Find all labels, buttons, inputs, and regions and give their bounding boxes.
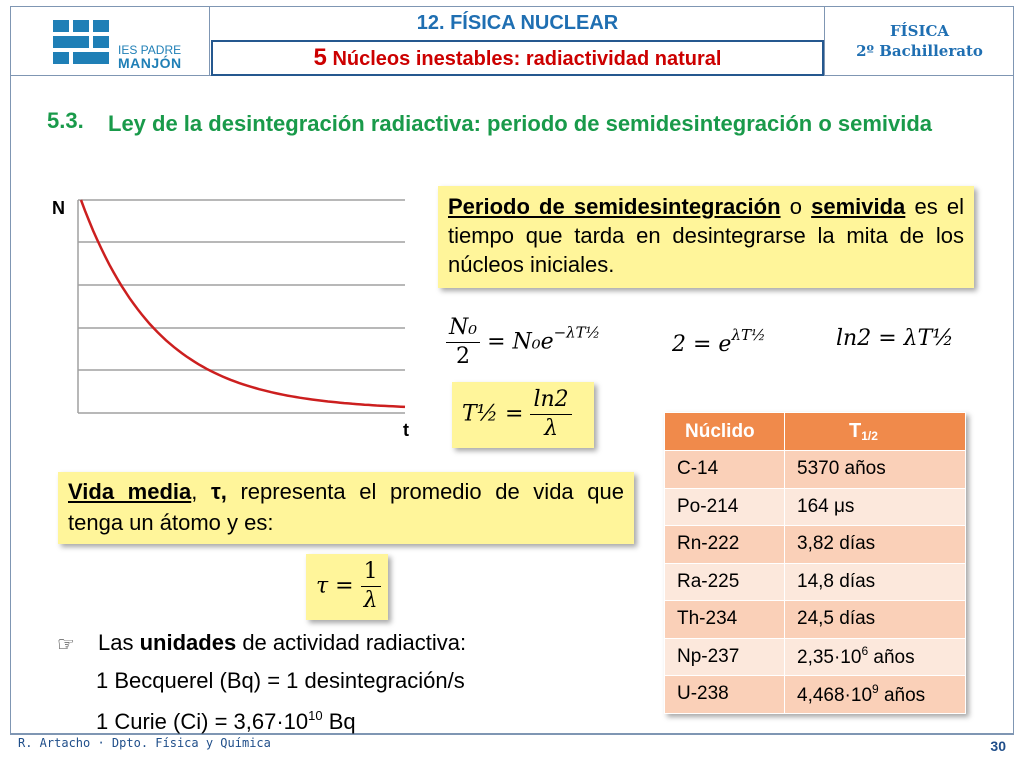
half-life-value: 2,35·10 — [797, 647, 862, 669]
half-life-value: 4,468·10 — [797, 684, 873, 706]
nuclide-cell: Np-237 — [665, 638, 785, 676]
formula-half-life — [462, 386, 572, 443]
nuclide-cell: Rn-222 — [665, 526, 785, 564]
curie-pre: 1 Curie (Ci) = 3,67·10 — [96, 709, 309, 734]
decay-graph-svg — [45, 192, 425, 442]
units-intro — [98, 630, 466, 656]
half-life-value: 14,8 días — [797, 570, 876, 592]
footer-author: R. Artacho · Dpto. Física y Química — [18, 736, 271, 750]
definition-term1: Periodo de semidesintegración — [448, 194, 781, 219]
table-row — [665, 526, 966, 564]
half-life-value: 24,5 días — [797, 608, 876, 630]
formula-mean-life — [316, 558, 381, 615]
mean-life-formula-box — [306, 554, 388, 620]
half-life-cell — [785, 563, 966, 601]
half-life-cell — [785, 676, 966, 714]
half-life-cell — [785, 638, 966, 676]
formula-exp — [672, 326, 766, 357]
table-header-half-life — [785, 413, 966, 451]
half-life-exponent: 6 — [861, 644, 869, 659]
formula-lhs: T½ = — [462, 401, 524, 427]
mean-life-term: Vida media — [68, 479, 192, 504]
table-header-nuclide: Núclido — [665, 413, 785, 451]
becquerel-definition: 1 Becquerel (Bq) = 1 desintegración/s — [96, 668, 465, 693]
formula-rhs: = N₀e — [487, 329, 554, 355]
logo-line2: MANJÓN — [118, 55, 182, 71]
header-t-sub: 1/2 — [861, 429, 878, 443]
mean-life-symbol: τ, — [210, 479, 227, 504]
definition-text: es el tiempo que tarda en desintegrarse la mita de los núcleos iniciales. — [448, 194, 964, 277]
formula-ln: ln2 = λT½ — [836, 326, 954, 351]
nuclide-cell: C-14 — [665, 451, 785, 489]
formula-numerator: 1 — [361, 558, 381, 587]
curie-exponent: 10 — [308, 708, 323, 723]
pointing-hand-icon: ☞ — [57, 634, 75, 656]
curie-unit: Bq — [328, 709, 356, 734]
nuclide-cell: Po-214 — [665, 488, 785, 526]
table-row — [665, 488, 966, 526]
mean-life-box: Vida media, τ, representa el promedio de vida que tenga un átomo y es: — [58, 472, 634, 544]
formula-denominator: λ — [363, 588, 378, 613]
formula-exponent: −λT½ — [553, 323, 601, 342]
half-life-unit: años — [883, 684, 926, 706]
chapter-title: 12. FÍSICA NUCLEAR — [416, 12, 619, 34]
lesson-title-text: Núcleos inestables: radiactividad natural — [332, 48, 722, 70]
header-t: T — [849, 420, 862, 442]
definition-term2: semivida — [811, 194, 906, 219]
definition-connector: o — [789, 194, 802, 219]
half-life-cell — [785, 451, 966, 489]
table-row — [665, 563, 966, 601]
formula-numerator: ln2 — [530, 386, 571, 415]
formula-denominator: 2 — [456, 344, 471, 369]
nuclide-cell: U-238 — [665, 676, 785, 714]
mean-life-text: representa el promedio de vida que tenga un átomo y es: — [68, 479, 624, 535]
section-number: 5.3. — [47, 108, 84, 133]
footer-divider — [10, 734, 1014, 735]
half-life-exponent: 9 — [872, 681, 879, 696]
half-life-table — [664, 412, 966, 714]
page-number: 30 — [990, 738, 1006, 754]
half-life-value: 3,82 días — [797, 533, 876, 555]
nuclide-cell: Th-234 — [665, 601, 785, 639]
logo-grid-icon — [53, 20, 111, 72]
table-row — [665, 451, 966, 489]
half-life-formula-box — [452, 382, 594, 448]
lesson-number: 5 — [313, 44, 327, 71]
table-row — [665, 601, 966, 639]
formula-numerator: N₀ — [446, 314, 480, 343]
formula-denominator: λ — [544, 416, 559, 441]
nuclide-cell: Ra-225 — [665, 563, 785, 601]
course-label: 2º Bachillerato — [856, 42, 983, 60]
formula-lhs: τ = — [316, 573, 354, 599]
formula-lhs: 2 = e — [672, 332, 732, 357]
units-intro-bold: unidades — [139, 630, 237, 655]
y-axis-label: N — [52, 198, 65, 218]
decay-graph — [45, 192, 425, 442]
half-life-unit: años — [873, 647, 915, 669]
table-header-row — [665, 413, 966, 451]
logo-line1: IES PADRE — [118, 43, 182, 57]
subject-box — [824, 6, 1014, 76]
formula-exponent: λT½ — [731, 326, 766, 344]
logo-text — [118, 44, 182, 70]
half-life-value: 164 μs — [797, 495, 855, 517]
formula-half-decay — [446, 314, 600, 371]
half-life-cell — [785, 601, 966, 639]
decay-curve — [81, 200, 405, 407]
table-body — [665, 451, 966, 714]
units-intro-post: de actividad radiactiva: — [242, 630, 467, 655]
section-title: Ley de la desintegración radiactiva: periodo de semidesintegración o semivida — [108, 111, 933, 136]
table-row — [665, 638, 966, 676]
units-intro-pre: Las — [98, 630, 134, 655]
definition-box — [438, 186, 974, 288]
half-life-value: 5370 años — [797, 458, 886, 480]
x-axis-label: t — [403, 420, 409, 440]
school-logo — [10, 6, 210, 76]
half-life-cell — [785, 526, 966, 564]
half-life-cell — [785, 488, 966, 526]
table-row — [665, 676, 966, 714]
subject-label: FÍSICA — [889, 22, 950, 40]
curie-definition — [96, 708, 356, 735]
lesson-title — [211, 40, 824, 76]
